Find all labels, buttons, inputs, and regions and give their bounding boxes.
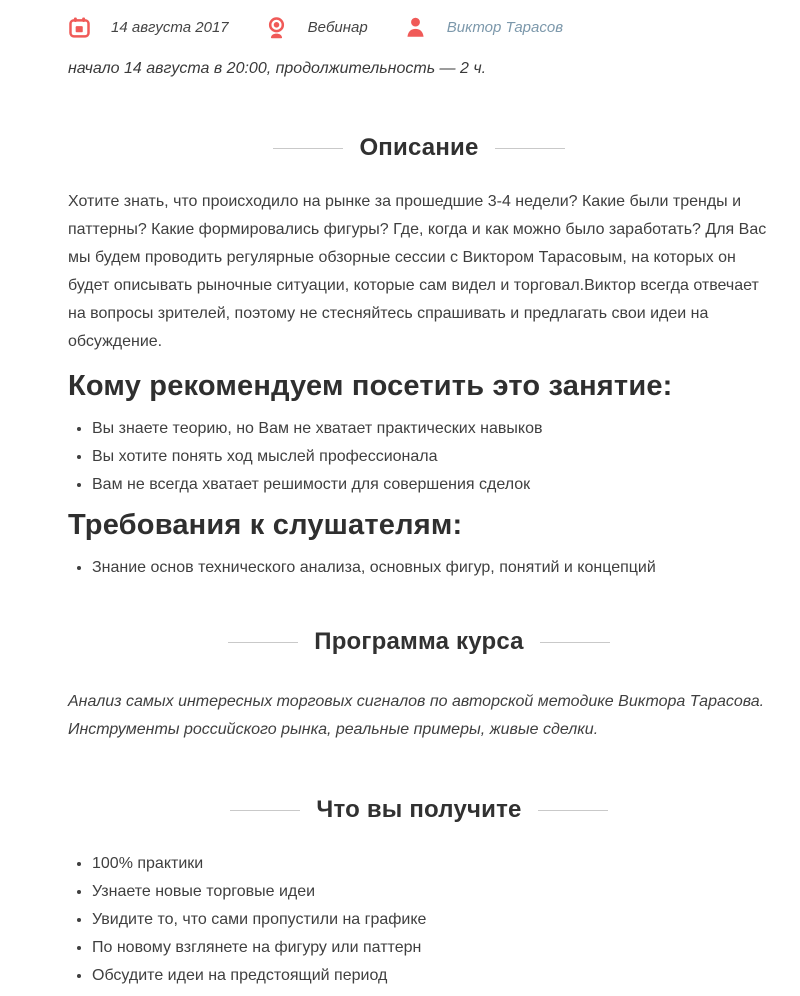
list-item: • 100% практики xyxy=(92,854,770,874)
meta-format-label: Вебинар xyxy=(307,19,368,36)
divider-line xyxy=(230,810,300,811)
meta-date-label: 14 августа 2017 xyxy=(111,19,229,36)
section-header-description xyxy=(68,134,770,162)
section-header-benefits xyxy=(68,796,770,824)
list-item: • Вы хотите понять ход мыслей профессионала xyxy=(92,447,770,467)
meta-row xyxy=(68,16,770,39)
person-icon xyxy=(404,16,427,39)
section-title-program: Программа курса xyxy=(314,628,524,655)
meta-speaker xyxy=(404,16,563,39)
benefits-list xyxy=(68,854,770,986)
recommend-list xyxy=(68,419,770,495)
recommend-title: Кому рекомендуем посетить это занятие: xyxy=(68,370,673,402)
calendar-icon xyxy=(68,16,91,39)
divider-line xyxy=(273,148,343,149)
requirements-list xyxy=(68,558,770,578)
list-item: • По новому взглянете на фигуру или паттерн xyxy=(92,938,770,958)
divider-line xyxy=(540,642,610,643)
list-item: • Обсудите идеи на предстоящий период xyxy=(92,966,770,986)
webcam-icon xyxy=(265,16,288,39)
section-header-program xyxy=(68,628,770,656)
description-text: Хотите знать, что происходило на рынке за прошедшие 3-4 недели? Какие были тренды и паттерны? Какие формировались фигуры? Где, когда и как можно было заработать? Для Вас мы будем проводить регулярные обзорные сессии с Виктором Тарасовым, на которых он будет описывать рыночные ситуации, которые сам видел и торговал.Виктор всегда отвечает на вопросы зрителей, поэтому не стесняйтесь спрашивать и предлагать свои идеи на обсуждение. xyxy=(68,193,767,350)
list-item: • Вам не всегда хватает решимости для совершения сделок xyxy=(92,475,770,495)
schedule-line: начало 14 августа в 20:00, продолжительность — 2 ч. xyxy=(68,60,487,77)
list-item: • Знание основ технического анализа, основных фигур, понятий и концепций xyxy=(92,558,770,578)
list-item: • Узнаете новые торговые идеи xyxy=(92,882,770,902)
list-item: • Увидите то, что сами пропустили на графике xyxy=(92,910,770,930)
list-item: • Вы знаете теорию, но Вам не хватает практических навыков xyxy=(92,419,770,439)
requirements-title: Требования к слушателям: xyxy=(68,509,463,541)
meta-date xyxy=(68,16,229,39)
speaker-link[interactable]: Виктор Тарасов xyxy=(446,19,564,36)
divider-line xyxy=(538,810,608,811)
meta-format xyxy=(265,16,368,39)
section-title-description: Описание xyxy=(359,134,479,161)
section-title-benefits: Что вы получите xyxy=(316,796,522,823)
program-text: Анализ самых интересных торговых сигналов по авторской методике Виктора Тарасова. Инструменты российского рынка, реальные примеры, живые сделки. xyxy=(68,693,765,738)
divider-line xyxy=(495,148,565,149)
divider-line xyxy=(228,642,298,643)
